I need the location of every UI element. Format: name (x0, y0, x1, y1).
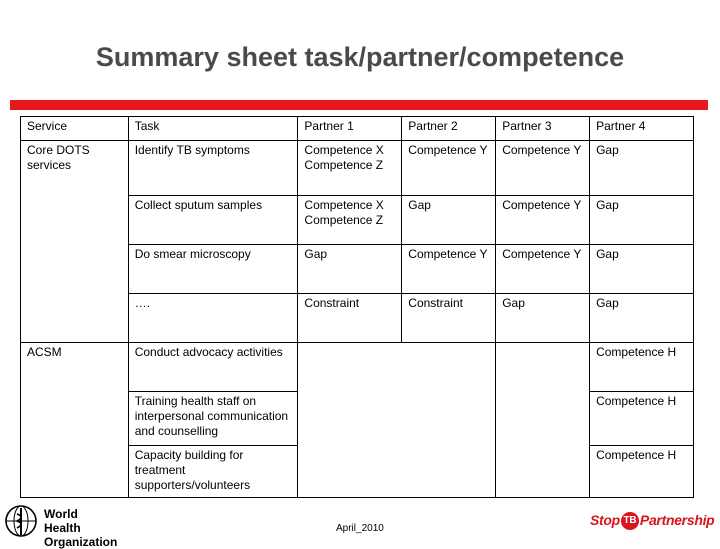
service-cell: Core DOTS services (21, 141, 129, 196)
service-cell-empty (21, 446, 129, 498)
partner-1-2-empty-cell (298, 392, 496, 446)
task-cell: Conduct advocacy activities (128, 343, 298, 392)
partner-3-cell: Competence Y (496, 245, 590, 294)
table-row (21, 294, 694, 343)
task-cell: Identify TB symptoms (128, 141, 298, 196)
header-partner-1: Partner 1 (298, 117, 402, 141)
partner-1-cell: Competence X Competence Z (298, 196, 402, 245)
header-partner-2: Partner 2 (402, 117, 496, 141)
table-row (21, 196, 694, 245)
stop-text: Stop (590, 512, 620, 528)
partner-3-empty-cell (496, 392, 590, 446)
table-header-row (21, 117, 694, 141)
footer-date: April_2010 (336, 523, 384, 534)
partner-2-cell: Gap (402, 196, 496, 245)
who-emblem-icon (4, 504, 38, 538)
service-cell-empty (21, 294, 129, 343)
partner-3-empty-cell (496, 343, 590, 392)
who-name (44, 507, 117, 549)
service-cell-empty (21, 392, 129, 446)
partner-4-cell: Gap (590, 196, 694, 245)
task-cell: Training health staff on interpersonal communication and counselling (128, 392, 298, 446)
partner-1-cell: Gap (298, 245, 402, 294)
partner-3-empty-cell (496, 446, 590, 498)
header-partner-3: Partner 3 (496, 117, 590, 141)
tb-mark-icon: TB (621, 512, 639, 530)
header-service: Service (21, 117, 129, 141)
service-cell-empty (21, 196, 129, 245)
table-row (21, 343, 694, 392)
partner-1-cell: Constraint (298, 294, 402, 343)
partner-2-cell: Competence Y (402, 245, 496, 294)
partner-4-cell: Competence H (590, 446, 694, 498)
table-row (21, 446, 694, 498)
partner-3-cell: Competence Y (496, 196, 590, 245)
service-cell-empty (21, 245, 129, 294)
task-cell: …. (128, 294, 298, 343)
header-task: Task (128, 117, 298, 141)
task-cell: Capacity building for treatment supporters/volunteers (128, 446, 298, 498)
partner-4-cell: Competence H (590, 343, 694, 392)
summary-table (20, 116, 694, 498)
task-cell: Collect sputum samples (128, 196, 298, 245)
partner-4-cell: Competence H (590, 392, 694, 446)
who-logo (4, 504, 118, 549)
task-cell: Do smear microscopy (128, 245, 298, 294)
stop-tb-logo (590, 512, 714, 534)
partner-3-cell: Gap (496, 294, 590, 343)
partner-2-cell: Competence Y (402, 141, 496, 196)
title-divider-bar (10, 100, 708, 110)
partner-4-cell: Gap (590, 245, 694, 294)
who-line-1: World Health (44, 507, 81, 535)
table-row (21, 245, 694, 294)
partner-2-cell: Constraint (402, 294, 496, 343)
partner-1-cell: Competence X Competence Z (298, 141, 402, 196)
who-line-2: Organization (44, 535, 118, 549)
partner-1-2-empty-cell (298, 446, 496, 498)
page-title: Summary sheet task/partner/competence (95, 42, 625, 72)
partner-4-cell: Gap (590, 141, 694, 196)
partner-1-2-empty-cell (298, 343, 496, 392)
table-row (21, 392, 694, 446)
header-partner-4: Partner 4 (590, 117, 694, 141)
partnership-text: Partnership (639, 512, 715, 528)
partner-3-cell: Competence Y (496, 141, 590, 196)
table-row (21, 141, 694, 196)
partner-4-cell: Gap (590, 294, 694, 343)
service-cell: ACSM (21, 343, 129, 392)
